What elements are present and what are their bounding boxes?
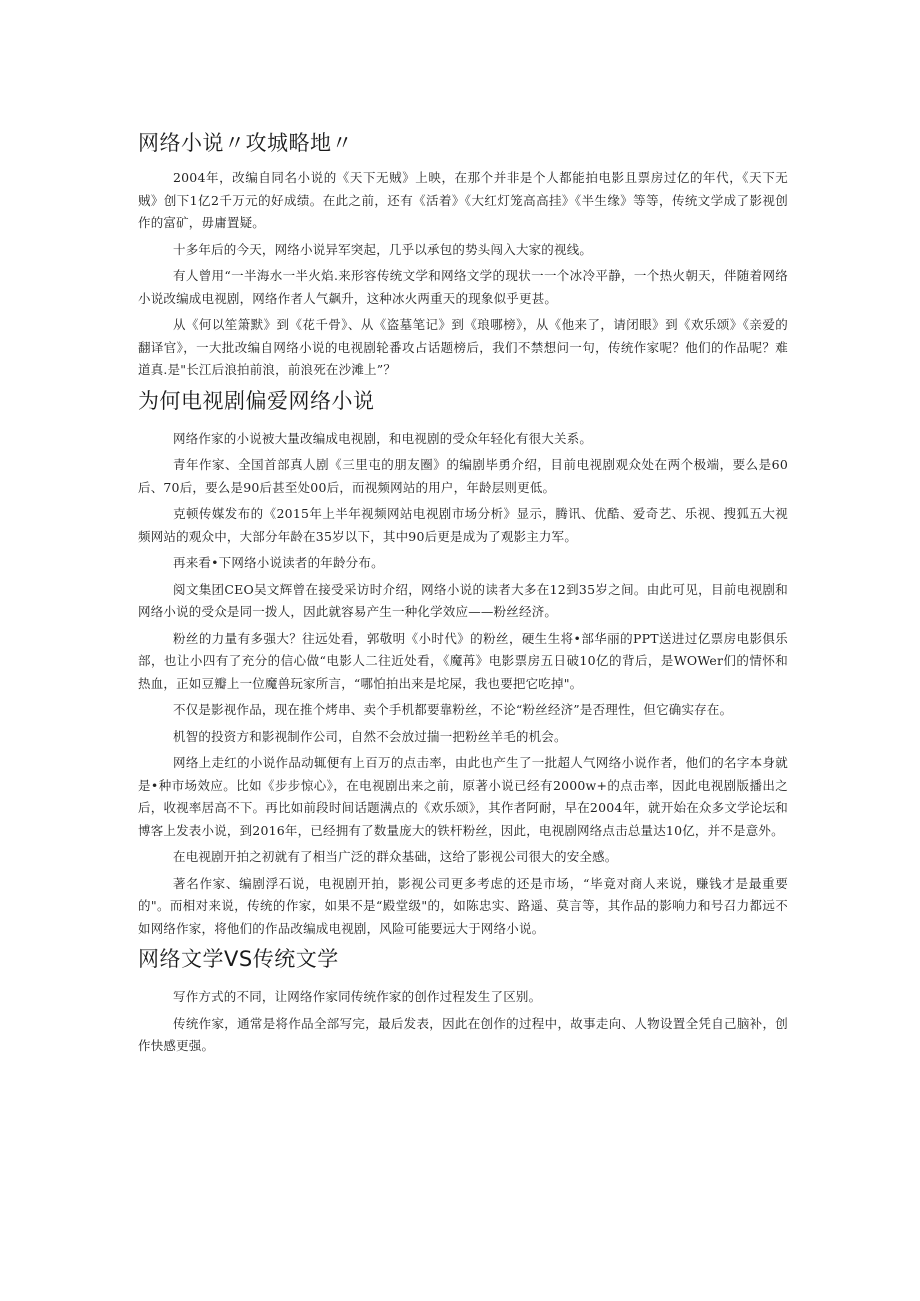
paragraph: 传统作家，通常是将作品全部写完，最后发表，因此在创作的过程中，故事走向、人物设置全凭自己脑补，创作快感更强。 bbox=[138, 1015, 788, 1053]
paragraph: 网络上走红的小说作品动辄便有上百万的点击率，由此也产生了一批超人气网络小说作者，他们的名字本身就是•种市场效应。比如《步步惊心》，在电视剧出来之前，原著小说已经有2000w+的点击率，因此电视剧版播出之后，收视率居高不下。再比如前段时间话题满点的《欢乐颂》，其作者阿耐，早在2004年，就开始在众多文学论坛和博客上发表小说，到2016年，已经拥有了数量庞大的铁杆粉丝，因此，电视剧网络点击总量达10亿，并不是意外。 bbox=[138, 755, 788, 838]
paragraph: 粉丝的力量有多强大？往远处看，郭敬明《小时代》的粉丝，硬生生将•部华丽的PPT送进过亿票房电影俱乐部，也让小四有了充分的信心做“电影人二往近处看，《魔苒》电影票房五日破10亿的背后，是WOWer们的情怀和热血，正如豆瓣上一位魔兽玩家所言，“哪怕拍出来是坨屎，我也要把它吃掉"。 bbox=[138, 630, 788, 691]
paragraph: 有人曾用“一半海水一半火焰.来形容传统文学和网络文学的现状一一个冰冷平静，一个热火朝天，伴随着网络小说改编成电视剧，网络作者人气飙升，这种冰火两重天的现象似乎更甚。 bbox=[138, 268, 788, 306]
paragraph: 2004年，改编自同名小说的《天下无贼》上映，在那个并非是个人都能拍电影且票房过亿的年代，《天下无贼》创下1亿2千万元的好成绩。在此之前，还有《活着》《大红灯笼高高挂》《半生缘》等等，传统文学成了影视创作的富矿，毋庸置疑。 bbox=[138, 170, 788, 230]
section-heading-1: 网络小说〃攻城略地〃 bbox=[138, 131, 353, 155]
paragraph: 再来看•下网络小说读者的年龄分布。 bbox=[173, 555, 384, 570]
paragraph: 十多年后的今天，网络小说异军突起，几乎以承包的势头闯入大家的视线。 bbox=[173, 241, 593, 257]
paragraph: 青年作家、全国首部真人剧《三里屯的朋友圈》的编剧毕勇介绍，目前电视剧观众处在两个极端，要么是60后、70后，要么是90后甚至处00后，而视频网站的用户，年龄层则更低。 bbox=[138, 457, 788, 495]
paragraph: 不仅是影视作品，现在推个烤串、卖个手机都要靠粉丝，不论“粉丝经济”是否理性，但它确实存在。 bbox=[173, 702, 733, 717]
section-heading-3: 网络文学VS传统文学 bbox=[138, 947, 339, 971]
section-heading-2: 为何电视剧偏爱网络小说 bbox=[138, 388, 375, 413]
paragraph: 从《何以笙箫默》到《花千骨》、从《盗墓笔记》到《琅哪榜》，从《他来了，请闭眼》到《欢乐颂》《亲爱的翻译官》，一大批改编自网络小说的电视剧轮番攻占话题榜后，我们不禁想问一句，传统作家呢？他们的作品呢？难道真.是"长江后浪拍前浪，前浪死在沙滩上”？ bbox=[138, 317, 788, 377]
paragraph: 网络作家的小说被大量改编成电视剧，和电视剧的受众年轻化有很大关系。 bbox=[173, 430, 593, 446]
paragraph: 著名作家、编剧浮石说，电视剧开拍，影视公司更多考虑的还是市场，“毕竟对商人来说，赚钱才是最重要的"。而相对来说，传统的作家，如果不是“殿堂级"的，如陈忠实、路遥、莫言等，其作品的影响力和号召力都远不如网络作家，将他们的作品改编成电视剧，风险可能要远大于网络小说。 bbox=[138, 875, 788, 936]
paragraph: 机智的投资方和影视制作公司，自然不会放过揣一把粉丝羊毛的机会。 bbox=[173, 728, 567, 744]
document-page bbox=[138, 120, 788, 1062]
paragraph: 写作方式的不同，让网络作家同传统作家的创作过程发生了区别。 bbox=[173, 989, 542, 1004]
paragraph: 阅文集团CEO吴文辉曾在接受采访时介绍，网络小说的读者大多在12到35岁之间。由此可见，目前电视剧和网络小说的受众是同一拨人，因此就容易产生一种化学效应——粉丝经济。 bbox=[138, 581, 788, 619]
paragraph: 克顿传媒发布的《2015年上半年视频网站电视剧市场分析》显示，腾讯、优酷、爱奇艺、乐视、搜狐五大视频网站的观众中，大部分年龄在35岁以下，其中90后更是成为了观影主力军。 bbox=[138, 506, 788, 544]
paragraph: 在电视剧开拍之初就有了相当广泛的群众基础，这给了影视公司很大的安全感。 bbox=[173, 849, 618, 864]
